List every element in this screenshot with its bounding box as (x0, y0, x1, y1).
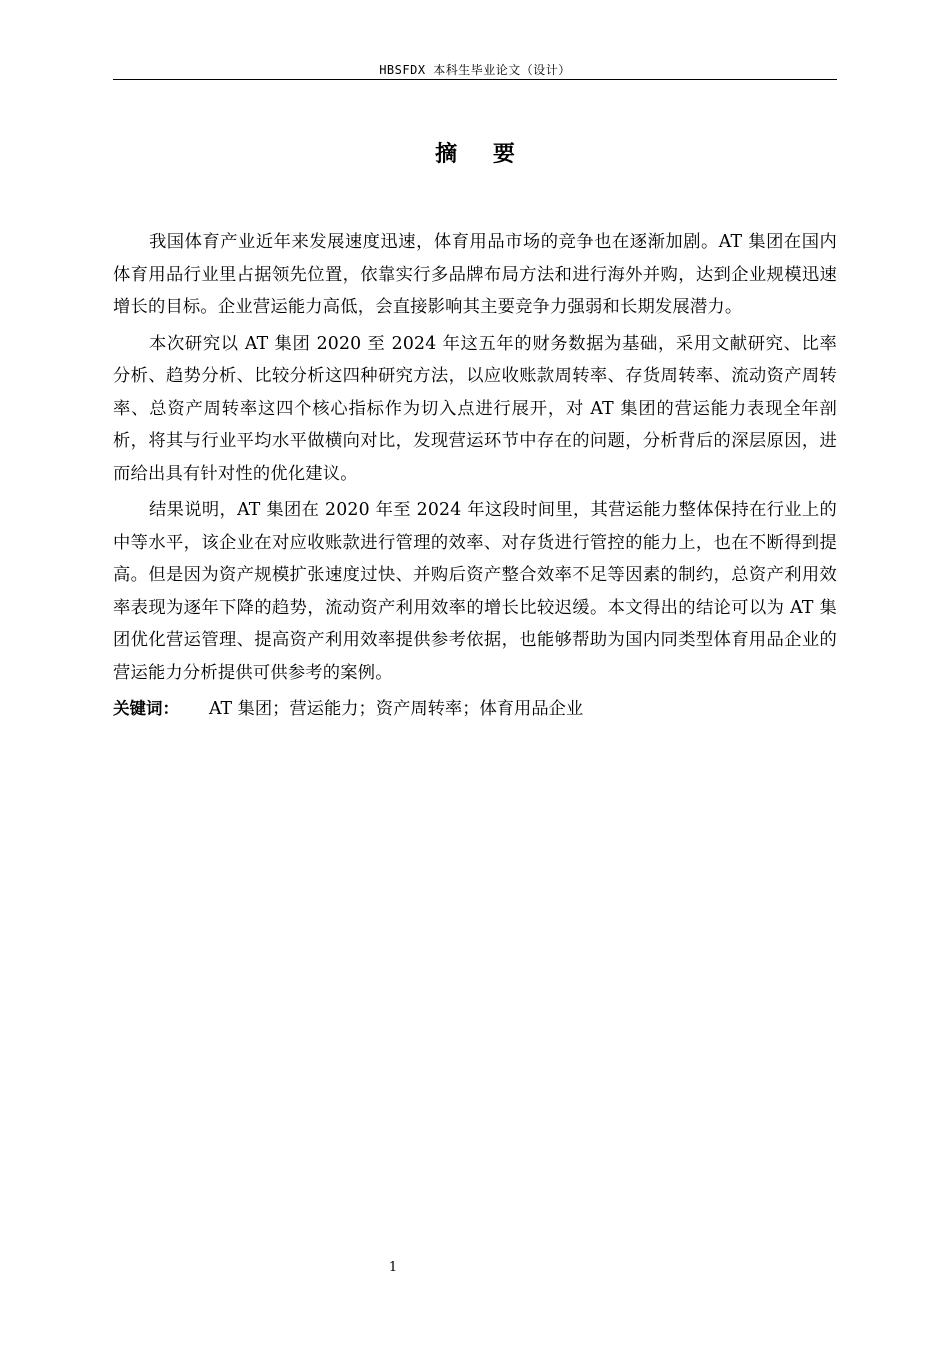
running-header: HBSFDX 本科生毕业论文（设计） (379, 63, 571, 77)
abstract-paragraph-1: 我国体育产业近年来发展速度迅速，体育用品市场的竞争也在逐渐加剧。AT 集团在国内体育用品行业里占据领先位置，依靠实行多品牌布局方法和进行海外并购，达到企业规模迅速增长的目标。企业营运能力高低，会直接影响其主要竞争力强弱和长期发展潜力。 (113, 232, 837, 317)
abstract-title: 摘 要 (435, 142, 529, 167)
keywords-line (113, 693, 837, 726)
abstract-body (113, 226, 837, 726)
keywords-label: 关键词： (113, 699, 179, 718)
keywords-value: AT 集团；营运能力；资产周转率；体育用品企业 (209, 699, 584, 719)
abstract-paragraph-2: 本次研究以 AT 集团 2020 至 2024 年这五年的财务数据为基础，采用文献研究、比率分析、趋势分析、比较分析这四种研究方法，以应收账款周转率、存货周转率、流动资产周转率、总资产周转率这四个核心指标作为切入点进行展开，对 AT 集团的营运能力表现全年剖析，将其与行业平均水平做横向对比，发现营运环节中存在的问题，分析背后的深层原因，进而给出具有针对性的优化建议。 (113, 333, 837, 484)
page-number: 1 (388, 1260, 398, 1275)
abstract-paragraph-3: 结果说明，AT 集团在 2020 年至 2024 年这段时间里，其营运能力整体保持在行业上的中等水平，该企业在对应收账款进行管理的效率、对存货进行管控的能力上，也在不断得到提高。但是因为资产规模扩张速度过快、并购后资产整合效率不足等因素的制约，总资产利用效率表现为逐年下降的趋势，流动资产利用效率的增长比较迟缓。本文得出的结论可以为 AT 集团优化营运管理、提高资产利用效率提供参考依据，也能够帮助为国内同类型体育用品企业的营运能力分析提供可供参考的案例。 (113, 500, 837, 683)
header-rule (113, 79, 837, 80)
